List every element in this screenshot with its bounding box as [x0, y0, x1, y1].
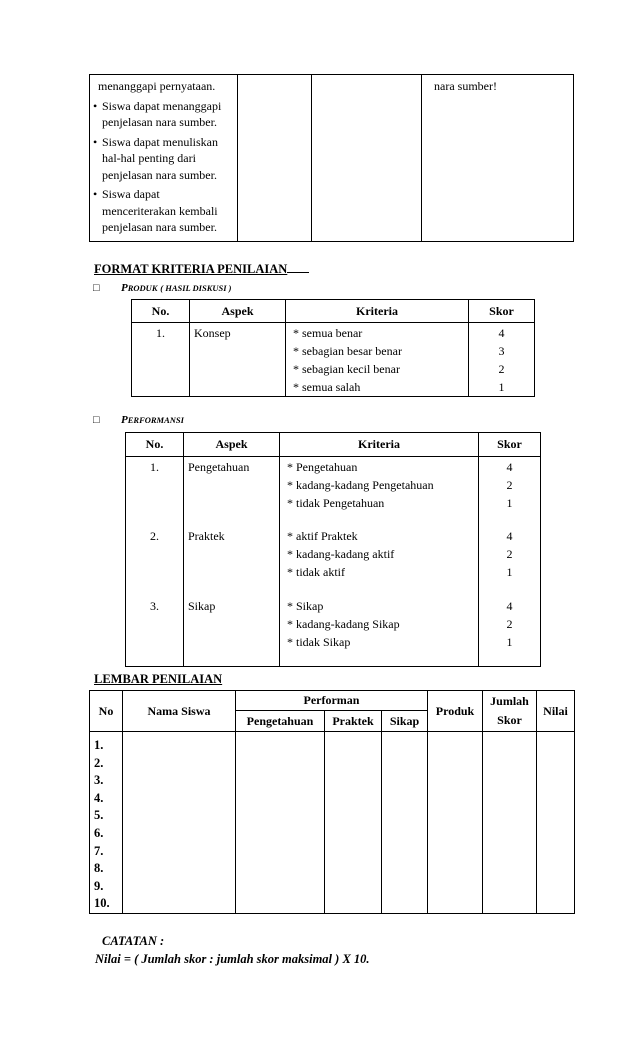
produk-criteria-table	[131, 299, 535, 397]
row-skor	[479, 597, 541, 667]
nilai-formula: Nilai = ( Jumlah skor : jumlah skor maksimal ) X 10.	[95, 952, 370, 966]
nama-siswa-cell	[123, 732, 236, 914]
col-header-performan: Performan	[236, 691, 428, 711]
kriteria-item: * kadang-kadang aktif	[287, 546, 395, 561]
student-number: 5.	[94, 808, 104, 823]
col-header-skor: Skor	[479, 433, 541, 457]
student-number: 1.	[94, 738, 104, 752]
catatan-label: CATATAN :	[102, 934, 165, 948]
col-header-nilai: Nilai	[537, 691, 575, 732]
kriteria-item: * tidak Pengetahuan	[287, 496, 385, 510]
lembar-heading: LEMBAR PENILAIAN	[94, 672, 223, 686]
bullet-item	[93, 134, 233, 184]
skor-value: 1	[498, 380, 505, 394]
student-number: 3.	[94, 773, 104, 788]
row-number: 1.	[132, 323, 190, 397]
student-number: 7.	[94, 843, 104, 858]
checkbox-icon: □	[93, 414, 100, 426]
student-number: 8.	[94, 861, 104, 876]
format-heading: FORMAT KRITERIA PENILAIAN	[94, 260, 309, 277]
col-header-praktek: Praktek	[325, 711, 382, 732]
bullet-text: Siswa dapat menceriterakan kembali penjelasan nara sumber.	[102, 187, 218, 234]
produk-cell	[428, 732, 483, 914]
kriteria-item: * kadang-kadang Sikap	[287, 616, 400, 631]
col-header-pengetahuan: Pengetahuan	[236, 711, 325, 732]
criteria-row	[126, 527, 541, 597]
col-header-nama-siswa: Nama Siswa	[123, 691, 236, 732]
produk-label: PRODUK ( HASIL DISKUSI )	[121, 282, 232, 294]
objectives-cell	[90, 75, 238, 242]
performansi-criteria-table	[125, 432, 541, 667]
skor-value: 4	[506, 528, 513, 543]
kriteria-item: * aktif Praktek	[287, 528, 358, 543]
col-header-produk: Produk	[428, 691, 483, 732]
student-number: 6.	[94, 825, 104, 840]
objectives-bullets	[93, 98, 233, 236]
row-aspek: Konsep	[190, 323, 286, 397]
bullet-item	[93, 186, 233, 236]
top-continuation-table	[89, 74, 574, 242]
student-number: 2.	[94, 755, 104, 770]
row-number: 2.	[126, 527, 184, 597]
kriteria-item: * tidak Sikap	[287, 634, 351, 649]
empty-cell-2	[238, 75, 312, 242]
row-number: 1.	[126, 457, 184, 527]
praktek-cell	[325, 732, 382, 914]
bullet-dot-icon: •	[93, 134, 98, 149]
criteria-row	[132, 323, 535, 397]
checkbox-icon: □	[93, 282, 100, 294]
col-header-skor: Skor	[469, 300, 535, 323]
kriteria-item: * Pengetahuan	[287, 460, 358, 474]
col-header-no: No.	[126, 433, 184, 457]
jumlah-skor-cell	[483, 732, 537, 914]
skor-value: 2	[498, 362, 505, 376]
student-number-list	[90, 732, 123, 914]
skor-value: 4	[506, 598, 513, 613]
skor-value: 3	[498, 344, 505, 358]
kriteria-item: * tidak aktif	[287, 564, 345, 579]
row-kriteria	[280, 597, 479, 667]
col-header-kriteria: Kriteria	[280, 433, 479, 457]
skor-value: 2	[506, 546, 513, 561]
criteria-row	[126, 597, 541, 667]
row-skor	[479, 457, 541, 527]
note-cell	[422, 75, 574, 242]
row-aspek: Praktek	[184, 527, 280, 597]
empty-cell-3	[312, 75, 422, 242]
col-header-aspek: Aspek	[184, 433, 280, 457]
student-number: 4.	[94, 790, 104, 805]
row-kriteria	[280, 527, 479, 597]
assessment-sheet-table	[89, 690, 575, 914]
row-aspek: Sikap	[184, 597, 280, 667]
kriteria-item: * semua salah	[293, 380, 361, 394]
skor-value: 2	[506, 478, 513, 492]
student-number: 9.	[94, 878, 104, 893]
student-number: 10.	[94, 896, 110, 911]
sikap-cell	[382, 732, 428, 914]
col-header-sikap: Sikap	[382, 711, 428, 732]
pengetahuan-cell	[236, 732, 325, 914]
bullet-text: Siswa dapat menuliskan hal-hal penting dari penjelasan nara sumber.	[102, 134, 218, 182]
nilai-cell	[537, 732, 575, 914]
col-header-no: No.	[132, 300, 190, 323]
kriteria-item: * Sikap	[287, 598, 324, 613]
col-header-aspek: Aspek	[190, 300, 286, 323]
objectives-text	[93, 78, 233, 95]
col-header-jumlah-skor: Jumlah Skor	[483, 691, 537, 732]
skor-value: 1	[506, 634, 513, 649]
skor-value: 1	[506, 496, 513, 510]
kriteria-item: * kadang-kadang Pengetahuan	[287, 478, 434, 492]
bullet-text: Siswa dapat menanggapi penjelasan nara sumber.	[102, 98, 222, 129]
col-header-no: No	[90, 691, 123, 732]
row-number: 3.	[126, 597, 184, 667]
row-skor	[469, 323, 535, 397]
bullet-dot-icon: •	[93, 98, 98, 113]
kriteria-item: * semua benar	[293, 326, 363, 340]
criteria-row	[126, 457, 541, 527]
kriteria-item: * sebagian besar benar	[293, 344, 402, 358]
bullet-dot-icon: •	[93, 187, 98, 201]
skor-value: 4	[506, 460, 513, 474]
skor-value: 4	[498, 326, 505, 340]
note-text: nara sumber!	[434, 79, 497, 93]
skor-value: 2	[506, 616, 513, 631]
row-kriteria	[280, 457, 479, 527]
row-kriteria	[286, 323, 469, 397]
row-skor	[479, 527, 541, 597]
performansi-label: PERFORMANSI	[121, 414, 184, 426]
skor-value: 1	[506, 564, 513, 579]
bullet-item	[93, 98, 233, 131]
kriteria-item: * sebagian kecil benar	[293, 362, 400, 376]
objective-line: menanggapi pernyataan.	[98, 79, 216, 93]
col-header-kriteria: Kriteria	[286, 300, 469, 323]
row-aspek: Pengetahuan	[184, 457, 280, 527]
